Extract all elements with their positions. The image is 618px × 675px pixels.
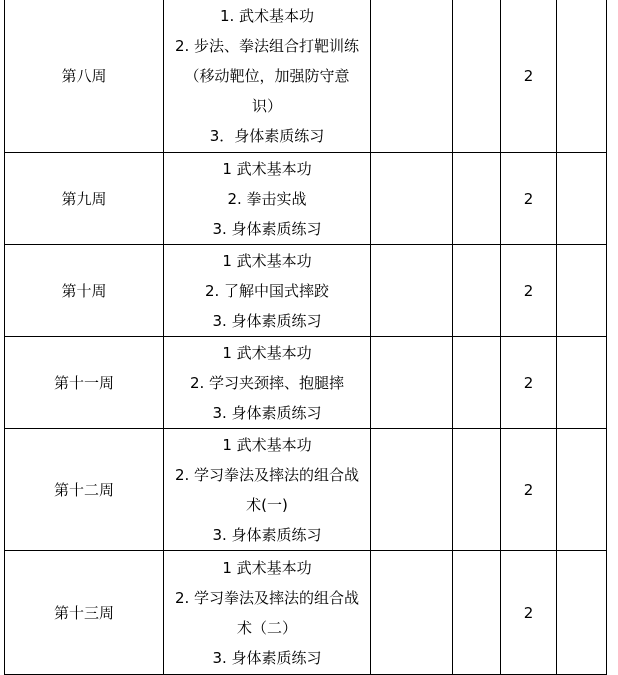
empty-cell (371, 153, 453, 245)
week-cell: 第十二周 (5, 429, 164, 551)
hours-cell: 2 (501, 0, 557, 153)
content-line: 1 武术基本功 (222, 435, 312, 454)
empty-cell (453, 429, 501, 551)
empty-cell (557, 245, 607, 337)
table-row (5, 551, 607, 675)
empty-cell (453, 551, 501, 675)
empty-cell (371, 337, 453, 429)
week-cell: 第八周 (5, 0, 164, 153)
content-line: 术（二） (236, 618, 297, 637)
week-cell: 第十三周 (5, 551, 164, 675)
content-line: 术(一) (246, 495, 288, 514)
content-line: 1 武术基本功 (222, 343, 312, 362)
content-line: 1 武术基本功 (222, 159, 312, 178)
table-row (5, 153, 607, 245)
empty-cell (557, 0, 607, 153)
content-line: 3. 身体素质练习 (212, 403, 322, 422)
content-line: 识） (251, 96, 282, 115)
content-line: 2. 步法、拳法组合打靶训练 (174, 36, 360, 55)
content-line: 1 武术基本功 (222, 558, 312, 577)
hours-cell: 2 (501, 429, 557, 551)
content-line: （移动靶位，加强防守意 (184, 66, 350, 85)
content-line: 2. 学习夹颈摔、抱腿摔 (189, 373, 345, 392)
content-line: 3. 身体素质练习 (212, 311, 322, 330)
empty-cell (557, 429, 607, 551)
table-row (5, 429, 607, 551)
content-cell (164, 245, 371, 337)
content-cell (164, 551, 371, 675)
empty-cell (453, 153, 501, 245)
empty-cell (371, 429, 453, 551)
table-row (5, 245, 607, 337)
hours-cell: 2 (501, 337, 557, 429)
content-cell (164, 153, 371, 245)
content-line: 3. 身体素质练习 (212, 648, 322, 667)
content-line: 1 武术基本功 (222, 251, 312, 270)
empty-cell (453, 337, 501, 429)
schedule-body (5, 0, 607, 675)
content-line: 2. 拳击实战 (227, 189, 307, 208)
empty-cell (453, 245, 501, 337)
empty-cell (453, 0, 501, 153)
hours-cell: 2 (501, 153, 557, 245)
content-line: 3. 身体素质练习 (212, 219, 322, 238)
week-cell: 第九周 (5, 153, 164, 245)
content-line: 2. 学习拳法及摔法的组合战 (174, 465, 360, 484)
schedule-table (4, 0, 607, 675)
content-cell (164, 429, 371, 551)
empty-cell (557, 337, 607, 429)
empty-cell (557, 551, 607, 675)
content-cell (164, 0, 371, 153)
content-line: 2. 了解中国式摔跤 (204, 281, 330, 300)
week-cell: 第十周 (5, 245, 164, 337)
content-line: 1. 武术基本功 (219, 6, 315, 25)
content-cell (164, 337, 371, 429)
empty-cell (557, 153, 607, 245)
content-line: 3．身体素质练习 (209, 126, 325, 145)
week-cell: 第十一周 (5, 337, 164, 429)
empty-cell (371, 551, 453, 675)
empty-cell (371, 0, 453, 153)
table-row (5, 337, 607, 429)
hours-cell: 2 (501, 551, 557, 675)
hours-cell: 2 (501, 245, 557, 337)
empty-cell (371, 245, 453, 337)
content-line: 3. 身体素质练习 (212, 525, 322, 544)
table-row (5, 0, 607, 153)
content-line: 2. 学习拳法及摔法的组合战 (174, 588, 360, 607)
